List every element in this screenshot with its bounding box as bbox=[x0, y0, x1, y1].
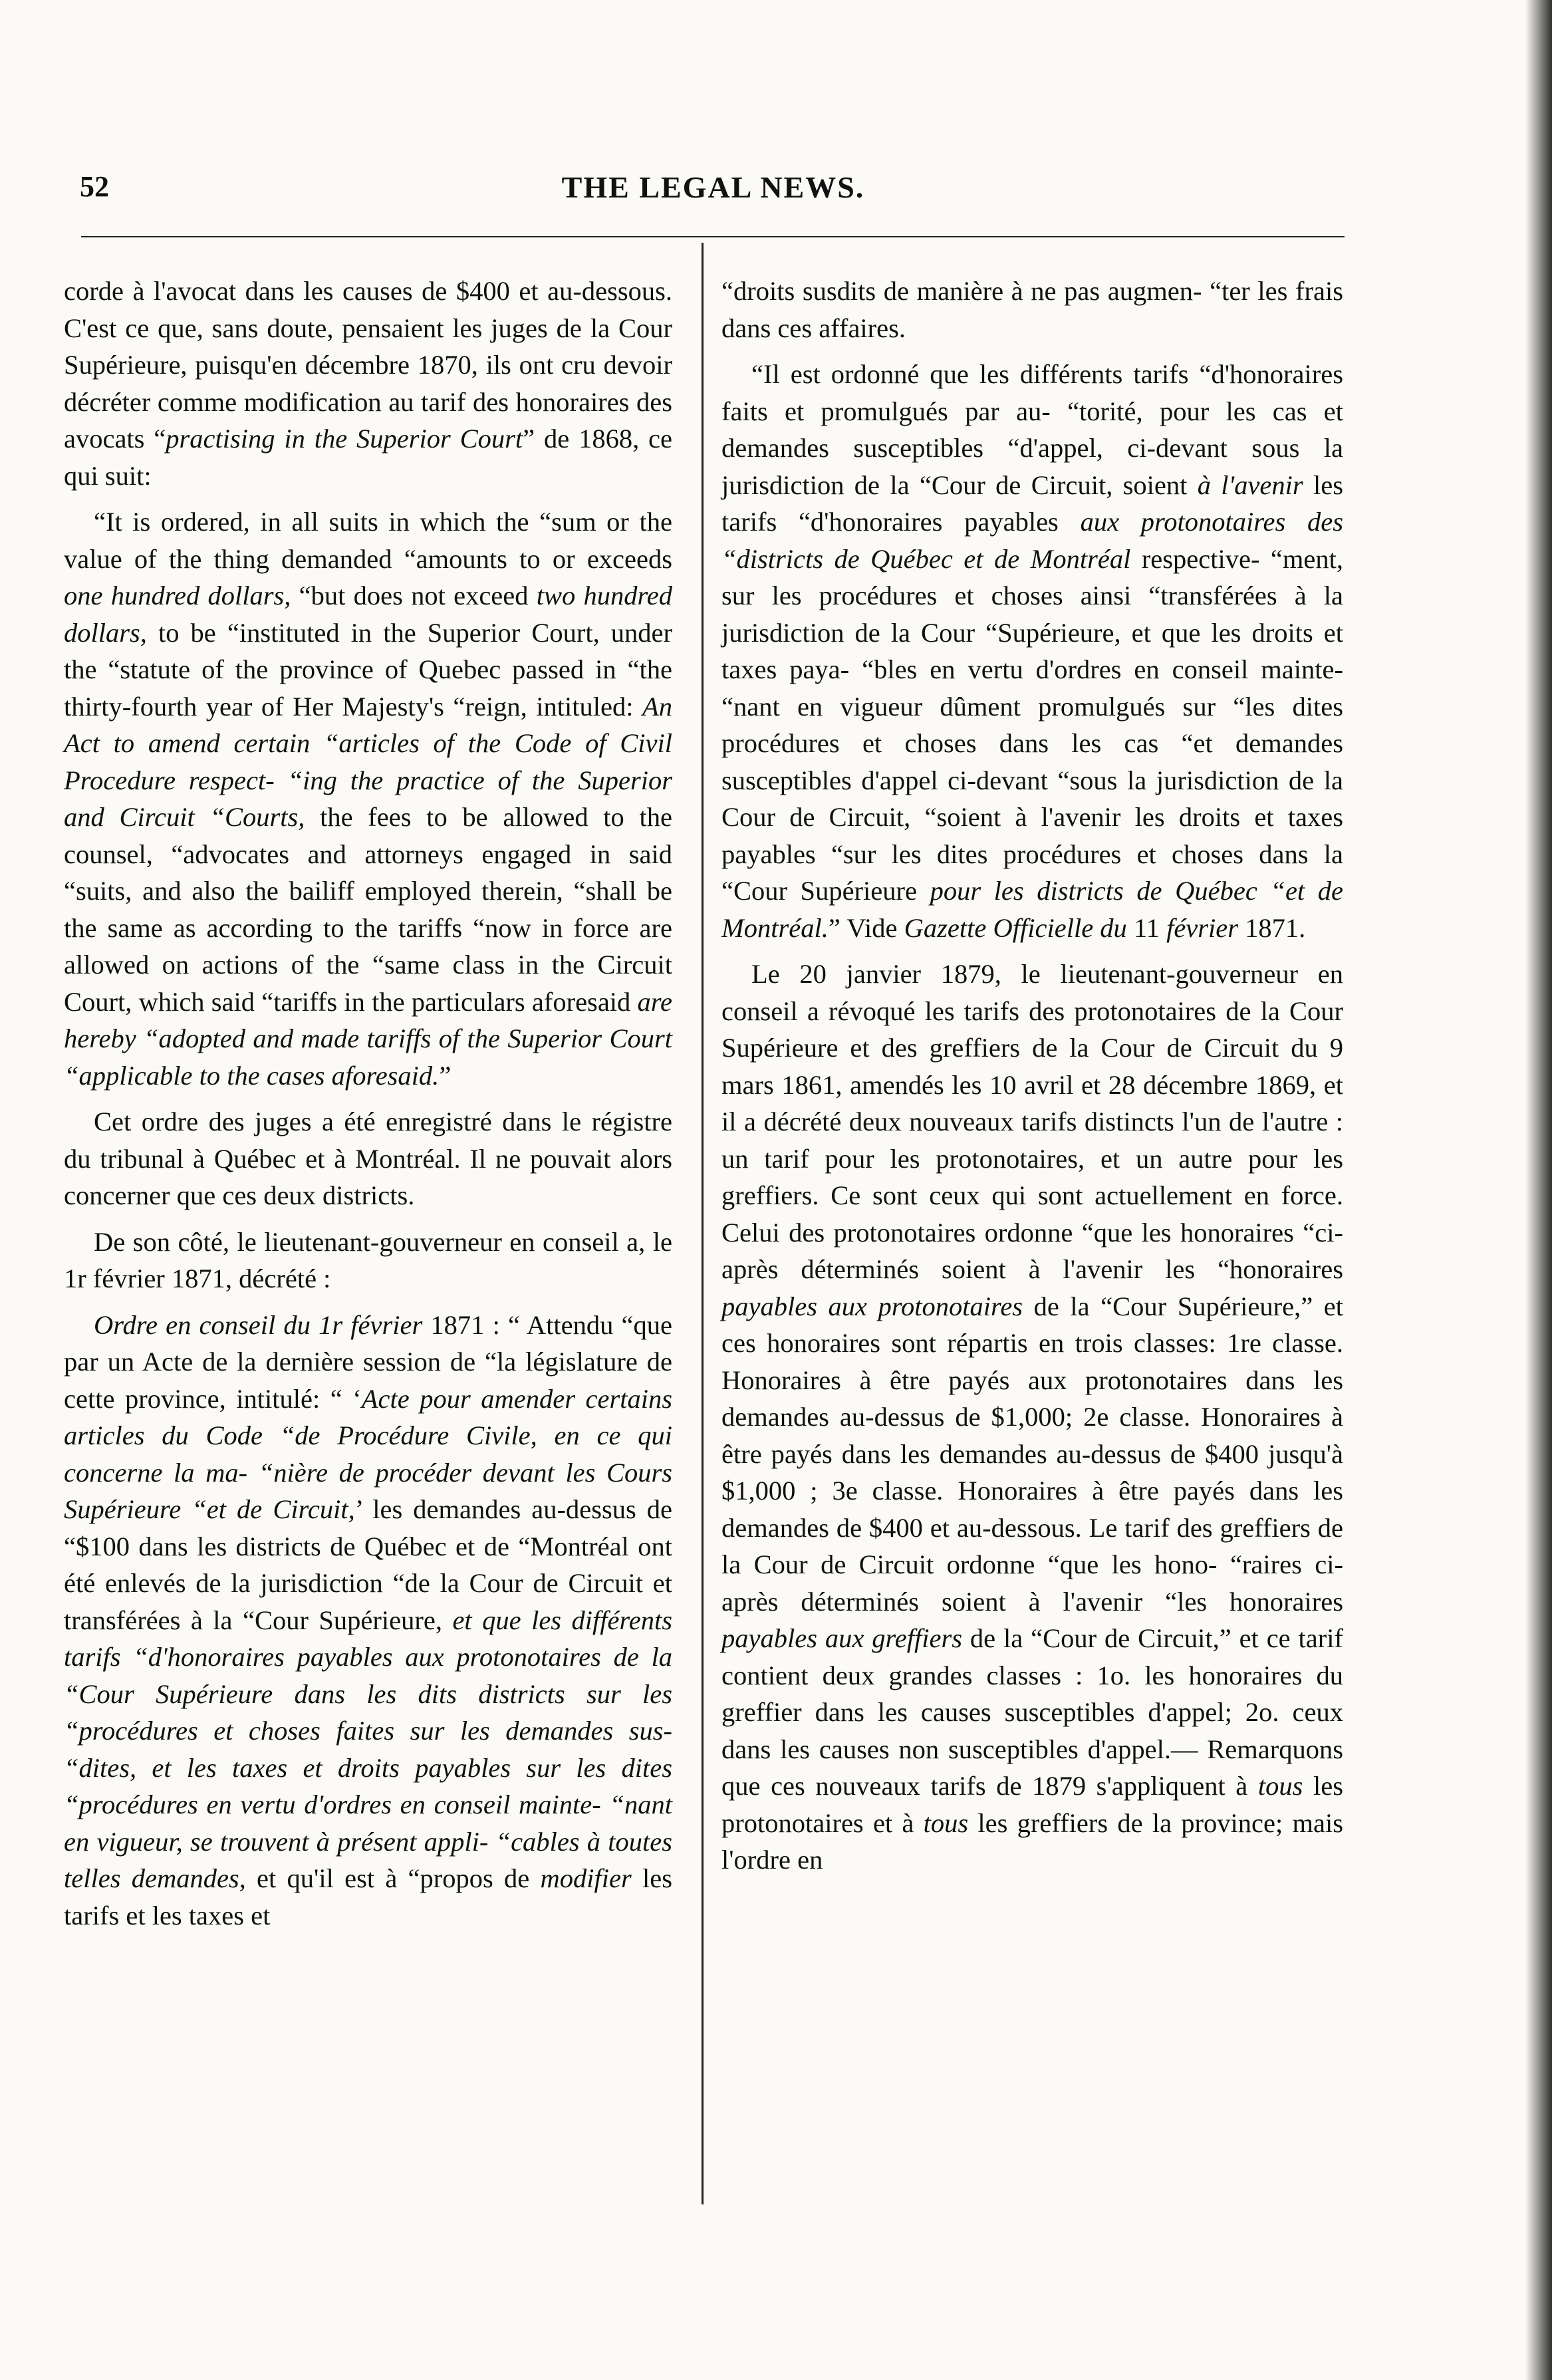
page-number: 52 bbox=[80, 170, 109, 203]
running-head bbox=[80, 170, 1347, 216]
paragraph: De son côté, le lieutenant-gouverneur en conseil a, le 1r février 1871, décrété : bbox=[64, 1226, 672, 1293]
header-rule bbox=[81, 236, 1345, 237]
quoted-order-english: “It is ordered, in all suits in which the “sum or the value of the thing demanded “amounts to or exceeds one hundred dollars, “but does not exceed two hundred dollars, to be “instituted in the Superior Court, under the “statute of the province of Quebec passed in “the thirty-fourth year of Her Majesty's “reign, intituled: An Act to amend certain “articles of the Code of Civil Procedure respect- “ing the practice of the Superior and Circuit “Courts, the fees to be allowed to the counsel, “advocates and attorneys engaged in said “suits, and also the bailiff employed therein, “shall be the same as according to the tariffs “now in force are allowed on actions of the “same class in the Circuit Court, which said “tariffs in the particulars aforesaid are hereby “adopted and made tariffs of the Superior Court “applicable to the cases aforesaid.” bbox=[64, 507, 672, 1091]
quoted-order-french: Ordre en conseil du 1r février 1871 : “ Attendu “que par un Acte de la dernière session de “la législature de cette province, intitulé: “ ‘Acte pour amender certains articles du Code “de Procédure Civile, en ce qui concerne la ma- “nière de procéder devant les Cours Supérieure “et de Circuit,’ les demandes au-dessus de “$100 dans les districts de Québec et de “Montréal ont été enlevés de la jurisdiction “de la Cour de Circuit et transférées à la “Cour Supérieure, et que les différents tarifs “d'honoraires payables aux protonotaires de la “Cour Supérieure dans les dits districts sur les “procédures et choses faites sur les demandes sus- “dites, et les taxes et droits payables sur les dites “procédures en vertu d'ordres en conseil mainte- “nant en vigueur, se trouvent à présent appli- “cables à toutes telles demandes, et qu'il est à “propos de modifier les tarifs et les taxes et bbox=[64, 1309, 672, 1930]
paragraph: “droits susdits de manière à ne pas augmen- “ter les frais dans ces affaires. bbox=[721, 276, 1343, 343]
column-divider bbox=[702, 243, 704, 2204]
quoted-order: “Il est ordonné que les différents tarifs “d'honoraires faits et promulgués par au- “torité, pour les cas et demandes susceptibles “d'appel, ci-devant sous la jurisdiction de la “Cour de Circuit, soient à l'avenir les tarifs “d'honoraires payables aux protonotaires des “districts de Québec et de Montréal respective- “ment, sur les procédures et choses ainsi “transférées à la jurisdiction de la Cour “Supérieure, et que les droits et taxes paya- “bles en vertu d'ordres en conseil mainte- “nant en vigueur dûment promulgués sur “les dites procédures et choses dans les cas “et demandes susceptibles d'appel ci-devant “sous la jurisdiction de la Cour de Circuit, “soient à l'avenir les droits et taxes payables “sur les dites procédures et choses dans la “Cour Supérieure pour les districts de Québec “et de Montréal.” Vide Gazette Officielle du 11 février 1871. bbox=[721, 359, 1343, 943]
paragraph: Cet ordre des juges a été enregistré dans le régistre du tribunal à Québec et à Montréal. Il ne pouvait alors concerner que ces deux districts. bbox=[64, 1107, 672, 1210]
left-column bbox=[64, 273, 672, 1943]
paragraph: Le 20 janvier 1879, le lieutenant-gouverneur en conseil a révoqué les tarifs des protonotaires de la Cour Supérieure et des greffiers de la Cour de Circuit du 9 mars 1861, amendés les 10 avril et 28 décembre 1869, et il a décrété deux nouveaux tarifs distincts l'un de l'autre : un tarif pour les protonotaires, et un autre pour les greffiers. Ce sont ceux qui sont actuellement en force. Celui des protonotaires ordonne “que les honoraires “ci-après déterminés soient à l'avenir les “honoraires payables aux protonotaires de la “Cour Supérieure,” et ces honoraires sont répartis en trois classes: 1re classe. Honoraires à être payés aux protonotaires dans les demandes au-dessus de $1,000; 2e classe. Honoraires à être payés dans les demandes au-dessus de $400 jusqu'à $1,000 ; 3e classe. Honoraires à être payés dans les demandes de $400 et au-dessous. Le tarif des greffiers de la Cour de Circuit ordonne “que les hono- “raires ci-après déterminés soient à l'avenir “les honoraires payables aux greffiers de la “Cour de Circuit,” et ce tarif contient deux grandes classes : 1o. les honoraires du greffier dans les causes susceptibles d'appel; 2o. ceux dans les causes non susceptibles d'appel.— Remarquons que ces nouveaux tarifs de 1879 s'appliquent à tous les protonotaires et à tous les greffiers de la province; mais l'ordre en bbox=[721, 959, 1344, 1875]
right-column bbox=[721, 273, 1343, 1888]
paragraph: corde à l'avocat dans les causes de $400 et au-dessous. C'est ce que, sans doute, pensaient les juges de la Cour Supérieure, puisqu'en décembre 1870, ils ont cru devoir décréter comme modification au tarif des honoraires des avocats “practising in the Superior Court” de 1868, ce qui suit: bbox=[64, 276, 672, 491]
page-binding-edge bbox=[1525, 0, 1552, 2380]
journal-title: THE LEGAL NEWS. bbox=[561, 170, 865, 204]
